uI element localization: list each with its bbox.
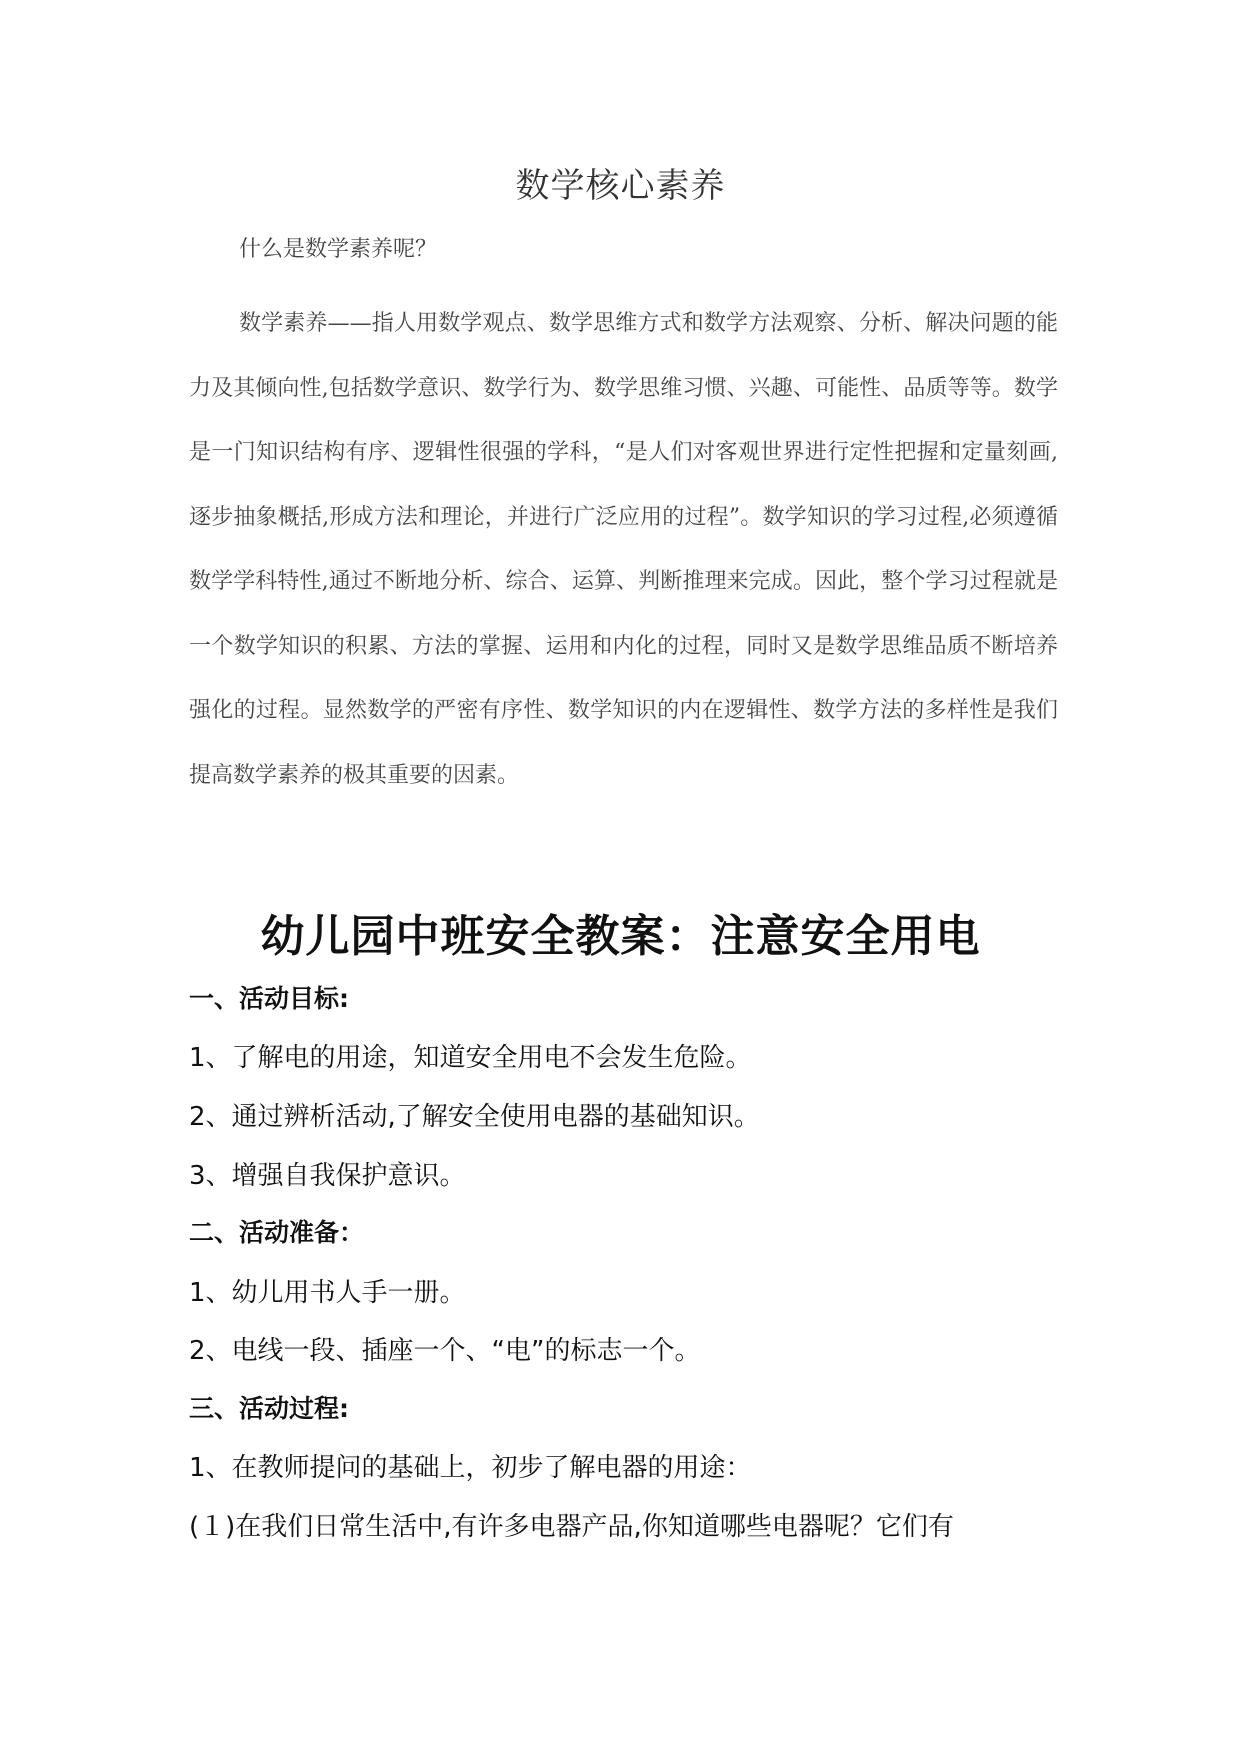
essay-question: 什么是数学素养呢？	[239, 237, 438, 262]
lesson-title: 幼儿园中班安全教案：注意安全用电	[260, 911, 981, 962]
essay-title: 数学核心素养	[515, 166, 726, 206]
goal-item-1: 1、了解电的用途，知道安全用电不会发生危险。	[189, 1043, 752, 1073]
essay-paragraph: 数学素养——指人用数学观点、数学思维方式和数学方法观察、分析、解决问题的能力及其倾向性,包括数学意识、数学行为、数学思维习惯、兴趣、可能性、品质等等。数学是一门知识结构有序、逻辑性很强的学科，“是人们对客观世界进行定性把握和定量刻画,逐步抽象概括,形成方法和理论，并进行广泛应用的过程”。数学知识的学习过程,必须遵循数学学科特性,通过不断地分析、综合、运算、判断推理来完成。因此，整个学习过程就是一个数学知识的积累、方法的掌握、运用和内化的过程，同时又是数学思维品质不断培养强化的过程。显然数学的严密有序性、数学知识的内在逻辑性、数学方法的多样性是我们提高数学素养的极其重要的因素。	[189, 311, 1058, 788]
preparation-item-1: 1、幼儿用书人手一册。	[189, 1278, 466, 1308]
section-heading-process: 三、活动过程:	[189, 1394, 349, 1423]
section-heading-preparation: 二、活动准备：	[189, 1218, 365, 1247]
section-heading-goals: 一、活动目标:	[189, 984, 349, 1013]
goal-item-3: 3、增强自我保护意识。	[189, 1161, 466, 1191]
process-item-2: (１)在我们日常生活中,有许多电器产品,你知道哪些电器呢？它们有	[189, 1512, 954, 1542]
process-item-1: 1、在教师提问的基础上，初步了解电器的用途：	[189, 1453, 752, 1483]
preparation-item-2: 2、电线一段、插座一个、“电”的标志一个。	[189, 1336, 701, 1366]
goal-item-2: 2、通过辨析活动,了解安全使用电器的基础知识。	[189, 1102, 760, 1132]
